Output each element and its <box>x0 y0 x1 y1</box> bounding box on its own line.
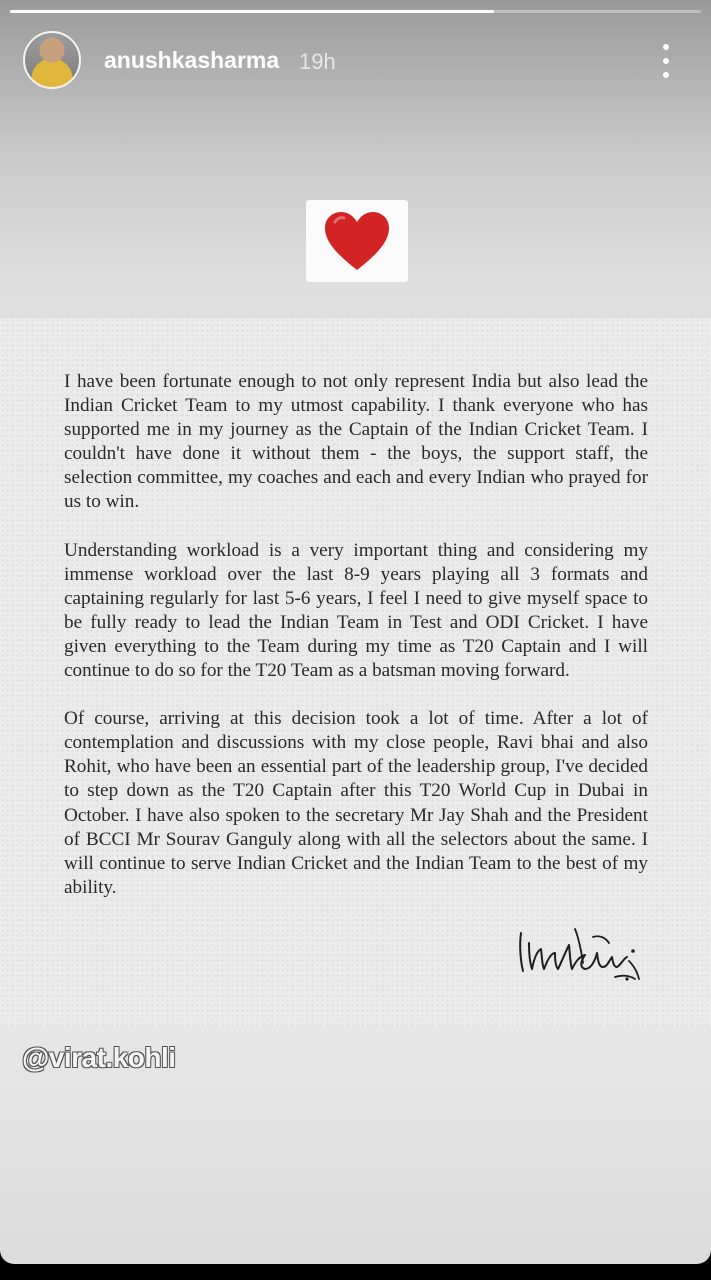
more-vertical-icon[interactable] <box>656 44 676 78</box>
username[interactable]: anushkasharma <box>104 47 280 73</box>
signature-image <box>515 923 645 987</box>
letter-paragraph: Of course, arriving at this decision took a lot of time. After a lot of contemplation and discussions with my close people, Ravi bhai and also Rohit, who have been an essential part of the leadership group, I've decided to step down as the T20 Captain after this T20 World Cup in Dubai in October. I have also spoken to the secretary Mr Jay Shah and the President of BCCI Mr Sourav Ganguly along with all the selectors about the same. I will continue to serve Indian Cricket and the Indian Team to the best of my ability. <box>64 708 648 898</box>
letter-text <box>64 370 648 924</box>
story-progress-fill <box>10 10 494 13</box>
red-heart-icon <box>323 210 391 272</box>
profile-avatar[interactable] <box>23 31 81 89</box>
letter-paragraph: I have been fortunate enough to not only represent India but also lead the Indian Cricket Team to my utmost capability. I thank everyone who has supported me in my journey as the Captain of the Indian Cricket Team. I couldn't have done it without them - the boys, the support staff, the selection committee, my coaches and each and every Indian who prayed for us to win. <box>64 371 648 513</box>
letter-image <box>0 318 711 1026</box>
story-progress-bar <box>10 10 701 13</box>
story-timestamp: 19h <box>299 49 336 74</box>
mention-sticker[interactable]: @virat.kohli <box>22 1042 176 1073</box>
heart-sticker <box>306 200 408 282</box>
letter-paragraph: Understanding workload is a very important thing and considering my immense workload over the last 8-9 years playing all 3 formats and captaining regularly for last 5-6 years, I feel I need to give myself space to be fully ready to lead the Indian Team in Test and ODI Cricket. I have given everything to the Team during my time as T20 Captain and I will continue to do so for the T20 Team as a batsman moving forward. <box>64 539 648 682</box>
